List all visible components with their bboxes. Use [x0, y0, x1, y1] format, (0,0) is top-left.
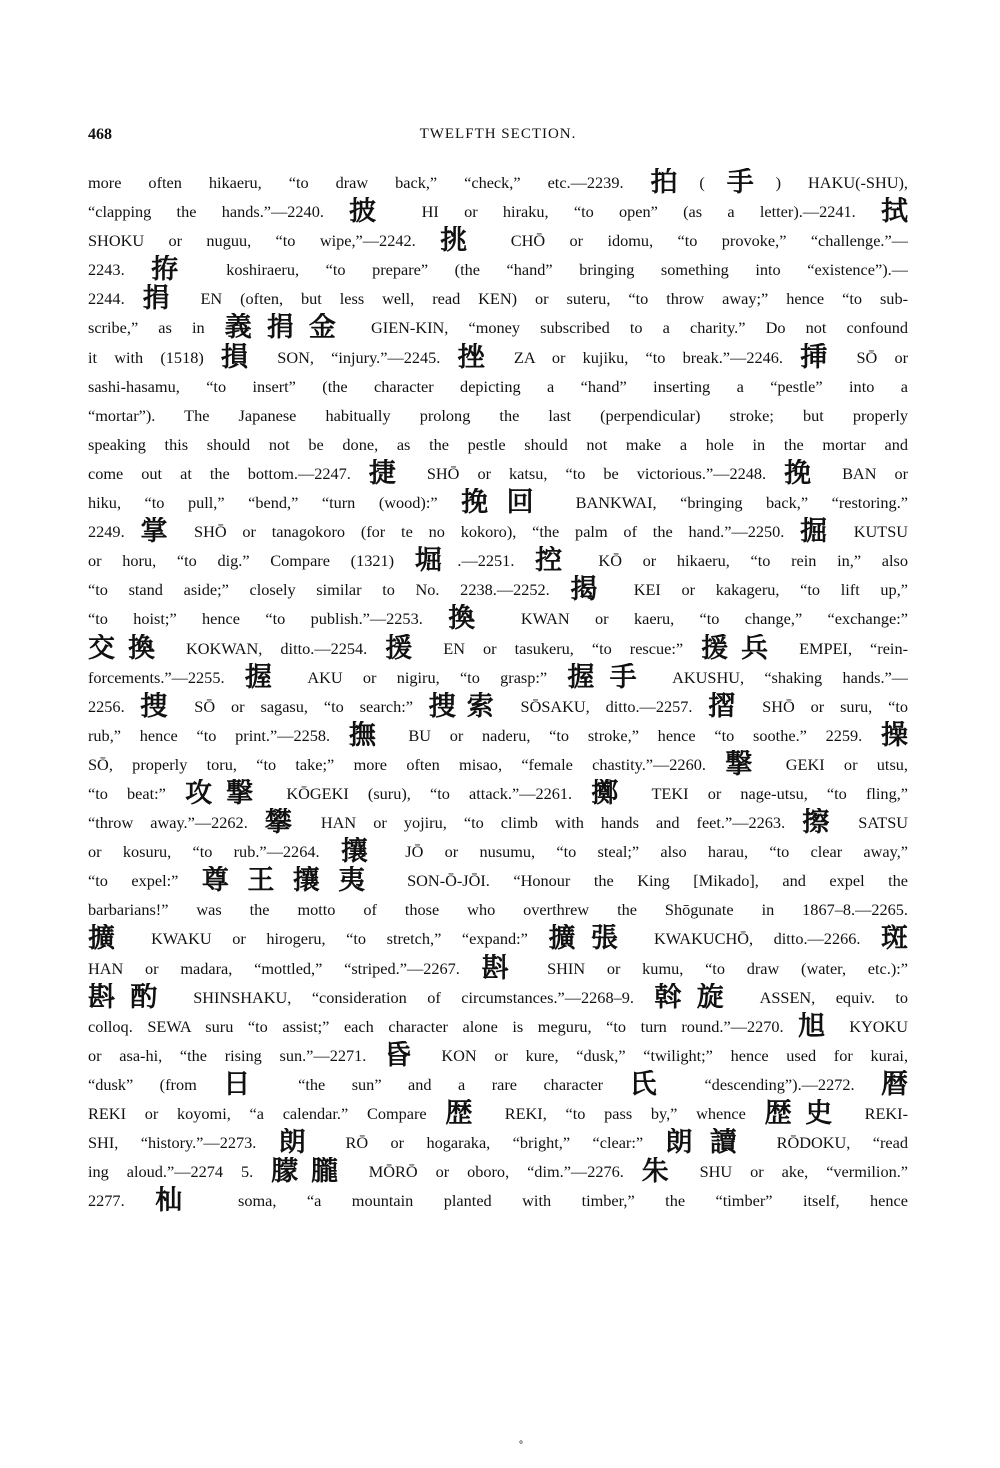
text-line: sashi-hasamu, “to insert” (the character depicting a “hand” inserting a “pestle” into a	[88, 376, 908, 396]
text-line: 2277. 杣 soma, “a mountain planted with timber,” the “timber” itself, hence	[88, 1186, 908, 1216]
kanji-glyph: 昏	[384, 1040, 424, 1070]
kanji-glyph: 挿	[800, 342, 840, 372]
text-line: forcements.”—2255. 握 AKU or nigiru, “to grasp:” 握手 AKUSHU, “shaking hands.”—	[88, 662, 908, 692]
page-header	[88, 126, 908, 150]
text-line: or kosuru, “to rub.”—2264. 攘 JŌ or nusumu, “to steal;” also harau, “to clear away,”	[88, 837, 908, 867]
kanji-glyph: 斑	[881, 924, 908, 954]
kanji-glyph: 捐	[142, 284, 183, 314]
kanji-glyph: 歴	[445, 1099, 487, 1129]
text-line: “dusk” (from 日 “the sun” and a rare character 氏 “descending”).—2272. 暦	[88, 1069, 908, 1099]
text-line: 斟酌 SHINSHAKU, “consideration of circumstances.”—2268–9. 斡旋 ASSEN, equiv. to	[88, 982, 908, 1012]
kanji-glyph: 日	[223, 1069, 272, 1099]
kanji-glyph: 挽回	[461, 488, 553, 518]
kanji-glyph: 斟	[481, 953, 526, 983]
kanji-glyph: 朗讀	[665, 1128, 755, 1158]
kanji-glyph: 操	[881, 720, 908, 750]
kanji-glyph: 握	[244, 662, 288, 692]
text-line: 交換 KOKWAN, ditto.—2254. 援 EN or tasukeru, “to rescue:” 援兵 EMPEI, “rein-	[88, 633, 908, 663]
kanji-glyph: 揭	[570, 575, 614, 605]
kanji-glyph: 交換	[88, 633, 168, 663]
kanji-glyph: 歴史	[764, 1099, 846, 1129]
kanji-glyph: 援	[385, 633, 426, 663]
text-line: REKI or koyomi, “a calendar.” Compare 歴 REKI, “to pass by,” whence 歴史 REKI-	[88, 1099, 908, 1129]
kanji-glyph: 披	[349, 197, 397, 227]
kanji-glyph: 擴	[88, 924, 131, 954]
text-line: 2244. 捐 EN (often, but less well, read KEN) or suteru, “to throw away;” hence “to sub-	[88, 284, 908, 314]
text-line: 2243. 拵 koshiraeru, “to prepare” (the “hand” bringing something into “existence”).—	[88, 255, 908, 285]
kanji-glyph: 斡旋	[654, 982, 740, 1012]
text-line: or asa-hi, “the rising sun.”—2271. 昏 KON or kure, “dusk,” “twilight;” hence used for kurai,	[88, 1040, 908, 1070]
kanji-glyph: 捜	[140, 691, 179, 721]
kanji-glyph: 掌	[140, 517, 179, 547]
kanji-glyph: 掘	[800, 517, 838, 547]
text-line: “to hoist;” hence “to publish.”—2253. 換 KWAN or kaeru, “to change,” “exchange:”	[88, 604, 908, 634]
kanji-glyph: 握手	[567, 662, 652, 692]
kanji-glyph: 攀	[264, 808, 304, 838]
kanji-glyph: 拵	[151, 255, 200, 285]
kanji-glyph: 拭	[881, 197, 908, 227]
kanji-glyph: 尊王攘夷	[201, 866, 384, 896]
text-line: speaking this should not be done, as the pestle should not make a hole in the mortar and	[88, 434, 908, 454]
kanji-glyph: 攘	[340, 837, 385, 867]
kanji-glyph: 斟酌	[88, 982, 173, 1012]
text-line: “to expel:” 尊王攘夷 SON-Ō-JŌI. “Honour the King [Mikado], and expel the	[88, 866, 908, 896]
kanji-glyph: 捷	[368, 458, 409, 489]
kanji-glyph: 擴張	[548, 924, 634, 954]
text-line: or horu, “to dig.” Compare (1321) 堀.—2251. 控 KŌ or hikaeru, “to rein in,” also	[88, 546, 908, 576]
kanji-glyph: 換	[448, 604, 496, 634]
kanji-glyph: 摺	[708, 691, 747, 721]
kanji-glyph: 手	[704, 168, 776, 198]
text-line: “mortar”). The Japanese habitually prolong the last (perpendicular) stroke; but properly	[88, 405, 908, 425]
kanji-glyph: 攻撃	[185, 778, 268, 809]
kanji-glyph: 挫	[457, 342, 497, 372]
page-number: 468	[88, 126, 112, 143]
kanji-glyph: 朱	[641, 1157, 682, 1187]
kanji-glyph: 挑	[440, 226, 487, 256]
kanji-glyph: 撫	[348, 720, 390, 750]
kanji-glyph: 堀	[414, 546, 458, 576]
kanji-glyph: 控	[535, 546, 578, 576]
text-line: colloq. SEWA suru “to assist;” each character alone is meguru, “to turn round.”—2270. 旭 KYOKU	[88, 1011, 908, 1041]
kanji-glyph: 朦朧	[271, 1157, 351, 1187]
text-line: it with (1518) 損 SON, “injury.”—2245. 挫 ZA or kujiku, “to break.”—2246. 挿 SŌ or	[88, 342, 908, 372]
text-line: SHI, “history.”—2273. 朗 RŌ or hogaraka, “bright,” “clear:” 朗讀 RŌDOKU, “read	[88, 1128, 908, 1158]
kanji-glyph: 旭	[798, 1011, 835, 1041]
body-text	[88, 168, 908, 1215]
kanji-glyph: 挽	[784, 458, 825, 489]
kanji-glyph: 擦	[802, 808, 842, 838]
text-line: 2256. 捜 SŌ or sagasu, “to search:” 捜索 SŌSAKU, ditto.—2257. 摺 SHŌ or suru, “to	[88, 691, 908, 721]
text-line: 擴 KWAKU or hirogeru, “to stretch,” “expand:” 擴張 KWAKUCHŌ, ditto.—2266. 斑	[88, 924, 908, 954]
kanji-glyph: 援兵	[701, 633, 782, 663]
text-line: scribe,” as in 義捐金 GIEN-KIN, “money subscribed to a charity.” Do not confound	[88, 313, 908, 343]
kanji-glyph: 拍	[650, 168, 700, 198]
text-line: come out at the bottom.—2247. 捷 SHŌ or katsu, “to be victorious.”—2248. 挽 BAN or	[88, 458, 908, 489]
text-line: SHOKU or nuguu, “to wipe,”—2242. 挑 CHŌ or idomu, “to provoke,” “challenge.”—	[88, 226, 908, 256]
text-line: barbarians!” was the motto of those who overthrew the Shōgunate in 1867–8.—2265.	[88, 900, 908, 920]
text-line: more often hikaeru, “to draw back,” “check,” etc.—2239. 拍(手) HAKU(-SHU),	[88, 168, 908, 198]
kanji-glyph: 暦	[881, 1069, 908, 1099]
text-line: “to stand aside;” closely similar to No. 2238.—2252. 揭 KEI or kakageru, “to lift up,”	[88, 575, 908, 605]
text-line: “clapping the hands.”—2240. 披 HI or hiraku, “to open” (as a letter).—2241. 拭	[88, 197, 908, 227]
text-line: SŌ, properly toru, “to take;” more often misao, “female chastity.”—2260. 撃 GEKI or utsu,	[88, 749, 908, 779]
kanji-glyph: 擲	[591, 778, 633, 809]
text-line: 2249. 掌 SHŌ or tanagokoro (for te no kokoro), “the palm of the hand.”—2250. 掘 KUTSU	[88, 517, 908, 547]
text-line: rub,” hence “to print.”—2258. 撫 BU or naderu, “to stroke,” hence “to soothe.” 2259. 操	[88, 720, 908, 750]
text-line: hiku, “to pull,” “bend,” “turn (wood):” 挽回 BANKWAI, “bringing back,” “restoring.”	[88, 488, 908, 518]
text-line: HAN or madara, “mottled,” “striped.”—2267. 斟 SHIN or kumu, “to draw (water, etc.):”	[88, 953, 908, 983]
kanji-glyph: 杣	[155, 1186, 208, 1216]
running-title: TWELFTH SECTION.	[419, 126, 577, 142]
stray-mark: ˚	[518, 1440, 524, 1454]
kanji-glyph: 朗	[278, 1128, 324, 1158]
kanji-glyph: 捜索	[428, 691, 505, 721]
text-line: ing aloud.”—2274 5. 朦朧 MŌRŌ or oboro, “dim.”—2276. 朱 SHU or ake, “vermilion.”	[88, 1157, 908, 1187]
text-line: “throw away.”—2262. 攀 HAN or yojiru, “to climb with hands and feet.”—2263. 擦 SATSU	[88, 808, 908, 838]
kanji-glyph: 氏	[629, 1069, 678, 1099]
kanji-glyph: 義捐金	[224, 313, 351, 343]
kanji-glyph: 損	[220, 342, 261, 372]
kanji-glyph: 撃	[725, 749, 767, 779]
text-line: “to beat:” 攻撃 KŌGEKI (suru), “to attack.”—2261. 擲 TEKI or nage-utsu, “to fling,”	[88, 778, 908, 809]
